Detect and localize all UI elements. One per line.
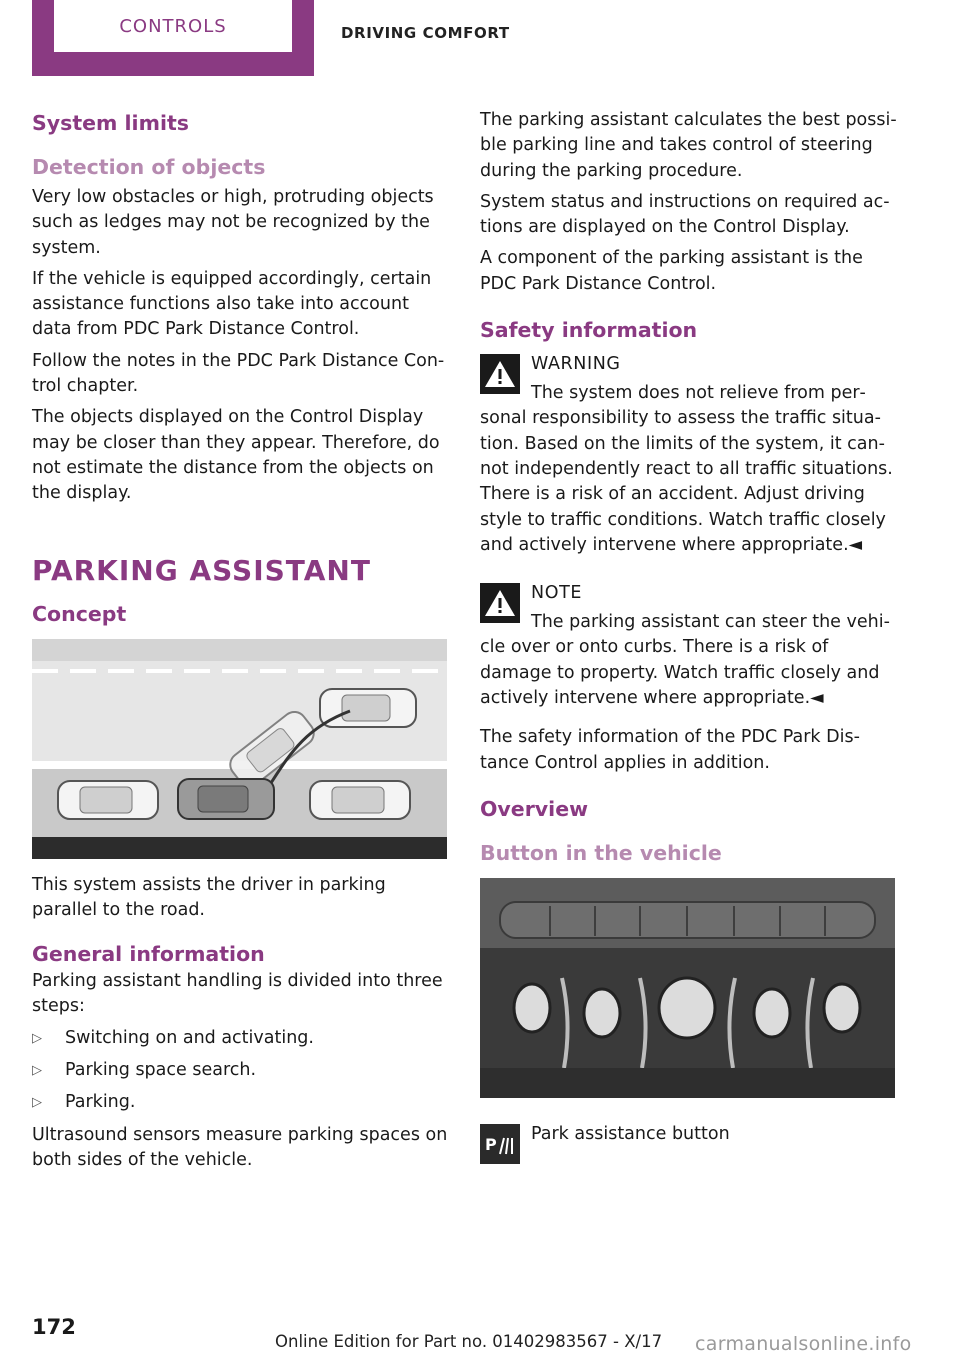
bullet-icon: ▷: [32, 1095, 42, 1111]
bullet-icon: ▷: [32, 1030, 42, 1046]
warning-body: The system does not relieve from per‐sonal responsibility to assess the traffic situa‐tion. Based on the limits of the system, it can‐not independently react to all traffic situations. There is a risk of an accident. Adjust driving style to traffic conditions. Watch traffic closely and actively intervene where appropriate.◄: [480, 383, 893, 555]
paragraph-pdc-note: The safety information of the PDC Park Dis‐tance Control applies in addition.: [480, 727, 860, 773]
heading-system-limits: System limits: [32, 111, 189, 135]
header-tab: [32, 0, 314, 76]
right-column: [480, 108, 898, 1156]
heading-safety-information: Safety information: [480, 318, 698, 343]
page-number: 172: [32, 1315, 76, 1339]
paragraph-intro-1: The parking assistant calculates the best possi‐ble parking line and takes control of steering during the parking procedure.: [480, 110, 897, 181]
paragraph-detection-4: The objects displayed on the Control Display may be closer than they appear. Therefore, do not estimate the distance from the objects on the display.: [32, 407, 440, 504]
warning-notice: [480, 351, 898, 558]
bullet-icon: ▷: [32, 1063, 42, 1079]
car-parked-right: [310, 781, 410, 819]
list-item-text: Parking.: [65, 1092, 136, 1113]
list-item: [32, 1090, 450, 1115]
warning-triangle-icon: [480, 354, 520, 394]
heading-general-information: General information: [32, 942, 265, 967]
heading-detection-of-objects: Detection of objects: [32, 155, 266, 179]
note-triangle-icon: [480, 583, 520, 623]
paragraph-concept: This system assists the driver in parking parallel to the road.: [32, 874, 386, 920]
list-item: [32, 1026, 450, 1051]
note-notice: [480, 580, 898, 711]
paragraph-ultrasound: Ultrasound sensors measure parking spaces on both sides of the vehicle.: [32, 1124, 448, 1170]
paragraph-intro-3: A component of the parking assistant is the PDC Park Distance Control.: [480, 248, 863, 294]
paragraph-detection-2: If the vehicle is equipped accordingly, certain assistance functions also take into account data from PDC Park Distance Control.: [32, 268, 432, 340]
paragraph-intro-2: System status and instructions on required ac‐tions are displayed on the Control Display.: [480, 191, 890, 238]
note-title: NOTE: [531, 583, 583, 604]
vehicle-button-panel-photo: [480, 878, 895, 1098]
paragraph-detection-3: Follow the notes in the PDC Park Distance Con‐trol chapter.: [32, 350, 445, 397]
watermark: carmanualsonline.info: [695, 1333, 912, 1355]
list-item-text: Switching on and activating.: [65, 1027, 314, 1048]
car-parking-current: [178, 779, 274, 819]
heading-concept: Concept: [32, 601, 127, 626]
list-item-text: Parking space search.: [65, 1060, 257, 1081]
footer-edition: Online Edition for Part no. 01402983567 - X/17: [275, 1332, 663, 1351]
svg-text:P: P: [485, 1134, 497, 1154]
header-section-label: DRIVING COMFORT: [341, 24, 510, 42]
car-parking-target: [320, 689, 416, 727]
heading-button-in-vehicle: Button in the vehicle: [480, 840, 722, 865]
warning-title: WARNING: [531, 354, 621, 375]
car-parked-left: [58, 781, 158, 819]
heading-overview: Overview: [480, 796, 589, 821]
note-body: The parking assistant can steer the vehi‐cle over or onto curbs. There is a risk of damage to property. Watch traffic closely and actively intervene where appropriate.◄: [480, 612, 890, 709]
park-assist-button-row: [480, 1112, 898, 1156]
left-column: [32, 108, 450, 1179]
paragraph-general: Parking assistant handling is divided into three steps:: [32, 971, 443, 1017]
park-assistance-button-icon: [480, 1124, 520, 1164]
parking-concept-illustration: [32, 639, 447, 859]
paragraph-detection-1: Very low obstacles or high, protruding objects such as ledges may not be recognized by the system.: [32, 187, 434, 258]
header-tab-label: CONTROLS: [54, 0, 292, 52]
heading-parking-assistant: PARKING ASSISTANT: [32, 553, 371, 587]
park-assistance-button-label: Park assistance button: [531, 1123, 730, 1144]
list-item: [32, 1058, 450, 1083]
